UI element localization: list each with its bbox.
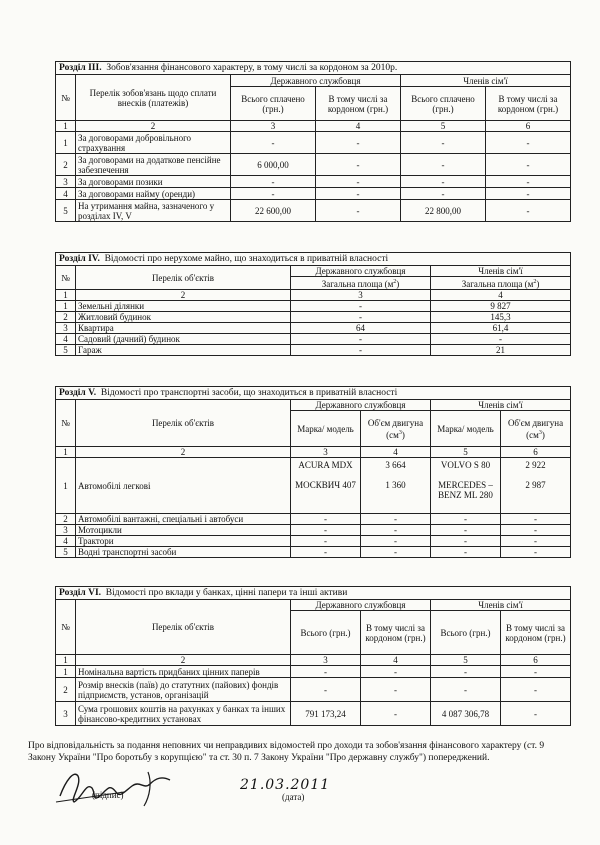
row-item: Мотоцикли [76,525,291,536]
row-item: Гараж [76,345,291,356]
row-no: 1 [56,132,76,154]
row-item: Розмір внесків (паїв) до статутних (пайових) фондів підприємств, установ, організацій [76,678,291,702]
row-item: За договорами добровільного страхування [76,132,231,154]
row-no: 5 [56,345,76,356]
row-value: 791 173,24 [291,702,361,726]
row-value: - [401,188,486,200]
row-value: - [361,525,431,536]
sub-total: Всього (грн.) [291,611,361,655]
row-value: - [361,678,431,702]
sub-volume: Об'єм двигуна $(см^3)$ [361,411,431,447]
num-cell: 2 [76,447,291,458]
col-item: Перелік об'єктів [76,266,291,290]
row-item: Сума грошових коштів на рахунках у банках та інших фінансово-кредитних установах [76,702,291,726]
row-value: - [501,514,571,525]
row-value: - [316,188,401,200]
sub-abroad: В тому числі за кордоном (грн.) [361,611,431,655]
sub-abroad: В тому числі за кордоном (грн.) [501,611,571,655]
row-value: - [501,536,571,547]
row-value: - [501,547,571,558]
row-value: 2 922 2 987 [501,458,571,514]
table-row [56,678,571,702]
sub-total: Всього (грн.) [431,611,501,655]
num-cell: 3 [291,447,361,458]
num-cell: 1 [56,655,76,666]
row-item: Автомобілі вантажні, спеціальні і автобуси [76,514,291,525]
num-cell: 6 [501,447,571,458]
row-value: - [316,154,401,176]
num-cell: 5 [431,447,501,458]
col-item: Перелік об'єктів [76,400,291,447]
col-no: № [56,600,76,655]
sub-volume: Об'єм двигуна $(см^3)$ [501,411,571,447]
row-value: - [231,132,316,154]
row-no: 1 [56,666,76,678]
row-value: 21 [431,345,571,356]
num-cell: 2 [76,121,231,132]
row-value: - [291,312,431,323]
row-no: 2 [56,312,76,323]
num-cell: 2 [76,655,291,666]
section-5-heading: Розділ V. Відомості про транспортні засоби, що знаходиться в приватній власності [56,387,571,400]
row-value: - [291,678,361,702]
handwritten-date: 21.03.2011 [240,777,331,793]
table-row [56,666,571,678]
sub-model: Марка/ модель [291,411,361,447]
num-cell: 2 [76,290,291,301]
col-no: № [56,75,76,121]
row-value: - [401,154,486,176]
row-no: 3 [56,176,76,188]
num-cell: 4 [361,447,431,458]
row-value: - [501,678,571,702]
section-4-table [55,252,571,356]
section-6-heading: Розділ VI. Відомості про вклади у банках, цінні папери та інші активи [56,587,571,600]
column-numbers [56,290,571,301]
num-cell: 6 [486,121,571,132]
group-servant: Державного службовця [291,600,431,611]
date-label: (дата) [282,792,305,802]
area-family: Загальна площа $(м^2)$ [431,277,571,290]
row-value: - [231,188,316,200]
sub-model: Марка/ модель [431,411,501,447]
sub-abroad: В тому числі за кордоном (грн.) [486,87,571,121]
row-no: 4 [56,334,76,345]
row-value: - [486,154,571,176]
row-no: 2 [56,514,76,525]
row-item: За договорами найму (оренди) [76,188,231,200]
num-cell: 1 [56,447,76,458]
row-value: - [486,200,571,222]
row-no: 1 [56,301,76,312]
section-4-heading: Розділ IV. Відомості про нерухоме майно, що знаходиться в приватній власності [56,253,571,266]
num-cell: 6 [501,655,571,666]
row-value: - [486,132,571,154]
row-value: 22 800,00 [401,200,486,222]
column-numbers [56,447,571,458]
column-numbers [56,655,571,666]
row-value: - [231,176,316,188]
row-no: 3 [56,525,76,536]
row-value: 22 600,00 [231,200,316,222]
row-value: - [361,702,431,726]
row-value: - [291,666,361,678]
row-item: Автомобілі легкові [76,458,291,514]
num-cell: 4 [361,655,431,666]
row-no: 4 [56,536,76,547]
num-cell: 3 [291,290,431,301]
table-row [56,301,571,312]
table-row [56,458,571,514]
section-5-table [55,386,571,558]
handwritten-signature [52,762,192,812]
row-value: VOLVO S 80 MERCEDES – BENZ ML 280 [431,458,501,514]
row-value: 145,3 [431,312,571,323]
col-item: Перелік об'єктів [76,600,291,655]
row-item: На утримання майна, зазначеного у розділах IV, V [76,200,231,222]
sub-total: Всього сплачено (грн.) [401,87,486,121]
row-value: - [486,176,571,188]
row-value: - [291,536,361,547]
col-no: № [56,266,76,290]
num-cell: 5 [401,121,486,132]
num-cell: 1 [56,121,76,132]
row-value: 3 664 1 360 [361,458,431,514]
row-value: - [401,132,486,154]
table-row [56,200,571,222]
group-family: Членів сім'ї [431,266,571,277]
table-row [56,323,571,334]
row-value: - [361,514,431,525]
row-item: Земельні ділянки [76,301,291,312]
row-value: ACURA MDX МОСКВИЧ 407 [291,458,361,514]
row-value: - [291,334,431,345]
row-value: 4 087 306,78 [431,702,501,726]
row-value: - [291,514,361,525]
group-servant: Державного службовця [291,400,431,411]
table-row [56,312,571,323]
row-value: - [361,536,431,547]
liability-statement: Про відповідальність за подання неповних чи неправдивих відомостей про доходи та зобов'язання фінансового характеру (ст. 9 Закону України "Про боротьбу з корупцією" та ст. 30 п. 7 Закону України "Про державну службу") попереджений. [28,741,545,763]
row-value: - [431,525,501,536]
table-row [56,334,571,345]
row-value: - [316,176,401,188]
col-item: Перелік зобов'язань щодо сплати внесків (платежів) [76,75,231,121]
row-no: 5 [56,547,76,558]
row-value: - [501,702,571,726]
section-3-heading: Розділ ІІІ. Зобов'язання фінансового характеру, в тому числі за кордоном за 2010р. [56,62,571,75]
group-family: Членів сім'ї [431,600,571,611]
group-family: Членів сім'ї [431,400,571,411]
table-row [56,154,571,176]
row-no: 4 [56,188,76,200]
row-item: Трактори [76,536,291,547]
row-value: 9 827 [431,301,571,312]
table-row [56,188,571,200]
group-servant: Державного службовця [291,266,431,277]
row-value: - [431,666,501,678]
section-3-table [55,61,571,222]
row-no: 1 [56,458,76,514]
row-value: - [291,547,361,558]
column-numbers [56,121,571,132]
signature-label: (підпис) [92,790,124,800]
row-no: 2 [56,678,76,702]
row-value: - [361,547,431,558]
row-no: 3 [56,702,76,726]
row-value: - [316,200,401,222]
row-value: - [431,536,501,547]
area-servant: Загальна площа $(м^2)$ [291,277,431,290]
num-cell: 5 [431,655,501,666]
row-value: - [486,188,571,200]
num-cell: 1 [56,290,76,301]
row-item: За договорами на додаткове пенсійне забезпечення [76,154,231,176]
row-item: За договорами позики [76,176,231,188]
num-cell: 4 [316,121,401,132]
row-value: - [431,334,571,345]
row-no: 3 [56,323,76,334]
row-value: 64 [291,323,431,334]
row-value: 6 000,00 [231,154,316,176]
col-no: № [56,400,76,447]
row-value: - [431,547,501,558]
table-row [56,536,571,547]
table-row [56,547,571,558]
row-value: - [316,132,401,154]
row-value: - [431,678,501,702]
row-item: Квартира [76,323,291,334]
row-item: Житловий будинок [76,312,291,323]
row-value: - [501,525,571,536]
sub-abroad: В тому числі за кордоном (грн.) [316,87,401,121]
row-value: - [401,176,486,188]
table-row [56,525,571,536]
row-no: 5 [56,200,76,222]
row-value: - [291,525,361,536]
row-item: Водні транспортні засоби [76,547,291,558]
num-cell: 4 [431,290,571,301]
table-row [56,514,571,525]
row-value: 61,4 [431,323,571,334]
table-row [56,132,571,154]
group-servant: Державного службовця [231,75,401,87]
row-value: - [291,301,431,312]
num-cell: 3 [291,655,361,666]
group-family: Членів сім'ї [401,75,571,87]
row-value: - [291,345,431,356]
row-value: - [361,666,431,678]
row-value: - [431,514,501,525]
row-no: 2 [56,154,76,176]
sub-total: Всього сплачено (грн.) [231,87,316,121]
num-cell: 3 [231,121,316,132]
section-6-table [55,586,571,726]
table-row [56,345,571,356]
row-item: Садовий (дачний) будинок [76,334,291,345]
row-value: - [501,666,571,678]
row-item: Номінальна вартість придбаних цінних паперів [76,666,291,678]
table-row [56,176,571,188]
table-row [56,702,571,726]
